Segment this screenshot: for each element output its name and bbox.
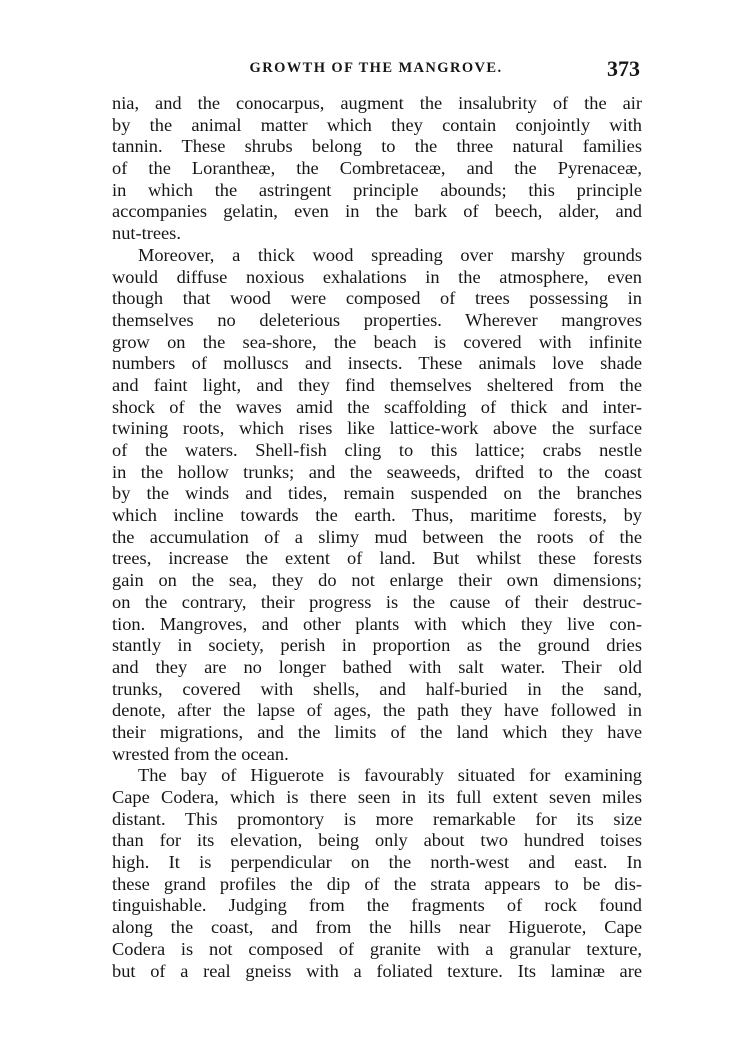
body-text bbox=[112, 93, 642, 982]
text-line: but of a real gneiss with a foliated texture. Its laminæ are bbox=[112, 960, 642, 981]
paragraph bbox=[112, 245, 642, 766]
text-line: themselves no deleterious properties. Wherever mangroves bbox=[112, 309, 642, 330]
text-line: nia, and the conocarpus, augment the insalubrity of the air bbox=[112, 93, 642, 113]
text-line: numbers of molluscs and insects. These animals love shade bbox=[112, 353, 642, 374]
running-header bbox=[112, 56, 640, 86]
text-line: accompanies gelatin, even in the bark of beech, alder, and bbox=[112, 201, 642, 222]
text-line: Cape Codera, which is there seen in its full extent seven miles bbox=[112, 787, 642, 807]
text-line: nut-trees. bbox=[112, 223, 181, 244]
text-line: these grand profiles the dip of the strata appears to be dis- bbox=[112, 873, 642, 894]
text-line: denote, after the lapse of ages, the path they have followed in bbox=[112, 700, 642, 721]
text-line: tinguishable. Judging from the fragments of rock found bbox=[112, 895, 642, 916]
text-line: tannin. These shrubs belong to the three natural families bbox=[112, 136, 642, 157]
text-line: trees, increase the extent of land. But whilst these forests bbox=[112, 548, 642, 569]
text-line: grow on the sea-shore, the beach is covered with infinite bbox=[112, 331, 642, 352]
text-line: though that wood were composed of trees possessing in bbox=[112, 288, 642, 309]
text-line: would diffuse noxious exhalations in the atmosphere, even bbox=[112, 266, 642, 287]
text-line: in which the astringent principle abounds; this principle bbox=[112, 179, 642, 200]
text-line: high. It is perpendicular on the north-west and east. In bbox=[112, 852, 642, 873]
text-line: twining roots, which rises like lattice-work above the surface bbox=[112, 418, 642, 439]
text-line: tion. Mangroves, and other plants with which they live con- bbox=[112, 613, 642, 634]
text-line: Codera is not composed of granite with a granular texture, bbox=[112, 938, 642, 959]
text-line: of the Lorantheæ, the Combretaceæ, and the Pyrenaceæ, bbox=[112, 158, 642, 179]
text-line: and faint light, and they find themselves sheltered from the bbox=[112, 374, 642, 395]
text-line: along the coast, and from the hills near Higuerote, Cape bbox=[112, 917, 642, 938]
text-line: by the animal matter which they contain conjointly with bbox=[112, 114, 642, 135]
paragraph bbox=[112, 93, 642, 245]
text-line: which incline towards the earth. Thus, maritime forests, by bbox=[112, 505, 642, 526]
text-line: of the waters. Shell-fish cling to this lattice; crabs nestle bbox=[112, 440, 642, 460]
text-line: than for its elevation, being only about two hundred toises bbox=[112, 830, 642, 851]
text-line: the accumulation of a slimy mud between the roots of the bbox=[112, 526, 642, 547]
text-line: trunks, covered with shells, and half-buried in the sand, bbox=[112, 678, 642, 699]
text-line: by the winds and tides, remain suspended on the branches bbox=[112, 483, 642, 504]
running-title: GROWTH OF THE MANGROVE. bbox=[249, 60, 503, 76]
paragraph bbox=[112, 765, 642, 982]
text-line: stantly in society, perish in proportion as the ground dries bbox=[112, 635, 642, 656]
text-line: Moreover, a thick wood spreading over marshy grounds bbox=[138, 244, 642, 265]
text-line: wrested from the ocean. bbox=[112, 743, 289, 764]
page-number: 373 bbox=[607, 56, 640, 81]
text-line: on the contrary, their progress is the cause of their destruc- bbox=[112, 591, 642, 612]
text-line: and they are no longer bathed with salt water. Their old bbox=[112, 656, 642, 677]
text-line: in the hollow trunks; and the seaweeds, drifted to the coast bbox=[112, 461, 642, 482]
text-line: distant. This promontory is more remarkable for its size bbox=[112, 808, 642, 829]
text-line: their migrations, and the limits of the land which they have bbox=[112, 721, 642, 742]
text-line: gain on the sea, they do not enlarge their own dimensions; bbox=[112, 570, 642, 591]
text-line: The bay of Higuerote is favourably situated for examining bbox=[138, 765, 642, 786]
text-line: shock of the waves amid the scaffolding of thick and inter- bbox=[112, 396, 642, 417]
